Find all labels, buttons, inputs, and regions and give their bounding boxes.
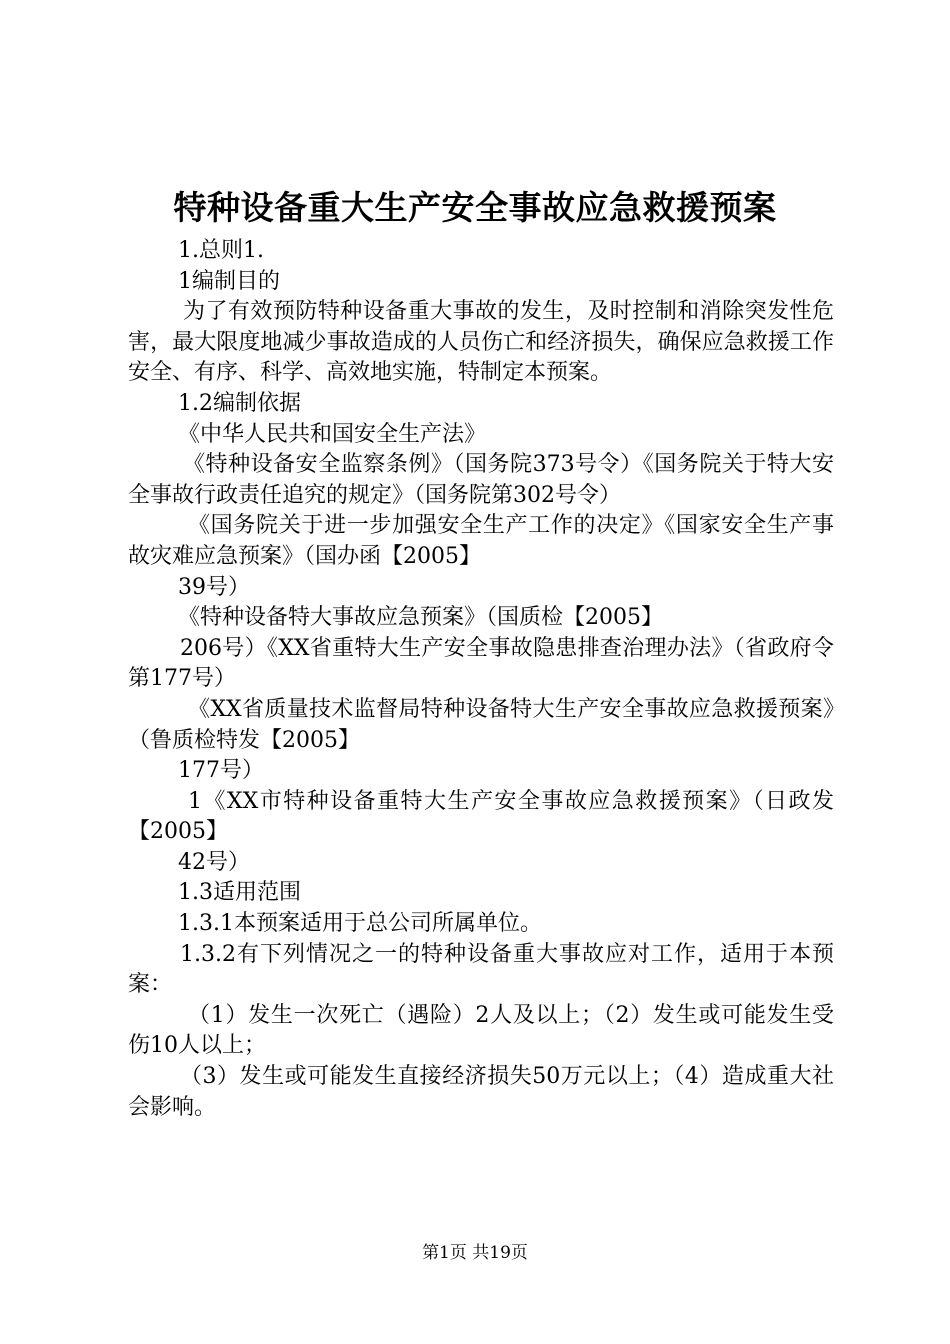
paragraph-doc-number-39: 39号）	[178, 574, 250, 600]
paragraph-scope-2: 1.3.2有下列情况之一的特种设备重大事故应对工作，适用于本预案：	[128, 941, 834, 998]
paragraph-basis-law: 《中华人民共和国安全生产法》	[178, 421, 487, 447]
paragraph-basis-province: 《XX省质量技术监督局特种设备特大生产安全事故应急救援预案》（鲁质检特发【2005】	[128, 696, 834, 753]
paragraph-doc-number-42: 42号）	[178, 849, 250, 875]
paragraph-doc-number-177: 177号）	[178, 758, 264, 784]
paragraph-conditions-3-4: （3）发生或可能发生直接经济损失50万元以上；（4）造成重大社会影响。	[128, 1064, 834, 1120]
paragraph-basis-heading: 1.2编制依据	[178, 390, 301, 416]
paragraph-general: 1.总则1.	[178, 238, 264, 263]
paragraph-basis-city: 1《XX市特种设备重特大生产安全事故应急救援预案》（日政发【2005】	[128, 788, 834, 845]
page-number: 第1页 共19页	[422, 1243, 528, 1263]
paragraph-basis-aqsiq: 《特种设备特大事故应急预案》（国质检【2005】	[178, 605, 663, 631]
paragraph-basis-regulations: 《特种设备安全监察条例》（国务院373号令）《国务院关于特大安全事故行政责任追究的规定》（国务院第302号令）	[128, 452, 834, 508]
document-title: 特种设备重大生产安全事故应急救援预案	[173, 188, 777, 227]
paragraph-conditions-1-2: （1）发生一次死亡（遇险）2人及以上；（2）发生或可能发生受伤10人以上；	[128, 1002, 834, 1059]
paragraph-doc-number-206: 206号）《XX省重特大生产安全事故隐患排查治理办法》（省政府令第177号）	[128, 635, 834, 692]
paragraph-basis-state-council: 《国务院关于进一步加强安全生产工作的决定》《国家安全生产事故灾难应急预案》（国办函【2005】	[128, 513, 834, 569]
paragraph-purpose-text: 为了有效预防特种设备重大事故的发生，及时控制和消除突发性危害，最大限度地减少事故造成的人员伤亡和经济损失，确保应急救援工作安全、有序、科学、高效地实施，特制定本预案。	[128, 299, 834, 386]
document-body	[128, 236, 834, 1123]
paragraph-purpose-heading: 1编制目的	[178, 268, 280, 294]
paragraph-scope-heading: 1.3适用范围	[178, 880, 301, 906]
paragraph-scope-1: 1.3.1本预案适用于总公司所属单位。	[178, 911, 542, 937]
